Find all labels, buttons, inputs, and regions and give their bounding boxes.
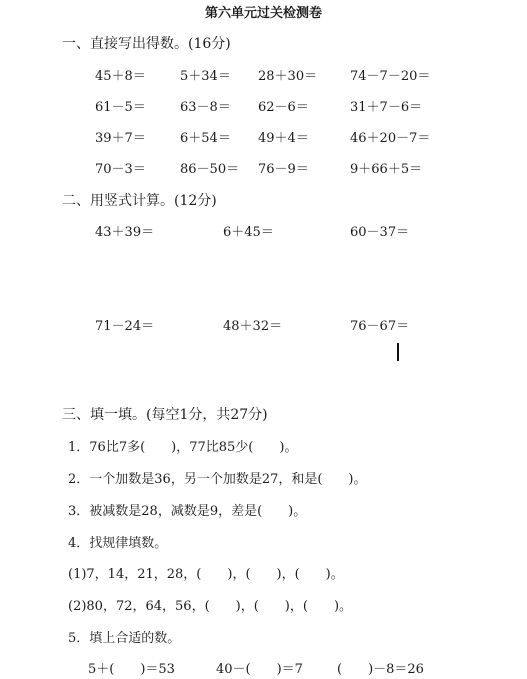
section2-heading: 二、用竖式计算。(12分) <box>62 193 217 209</box>
text-cursor <box>397 343 399 361</box>
s1-r4-c2: 86－50＝ <box>180 162 240 177</box>
s2-r2-c1: 71－24＝ <box>95 319 155 334</box>
question-5: 5．填上合适的数。 <box>68 631 181 646</box>
s1-r3-c1: 39＋7＝ <box>95 131 146 146</box>
s2-r1-c1: 43＋39＝ <box>95 225 155 240</box>
question-1: 1．76比7多( )，77比85少( )。 <box>68 440 298 455</box>
s1-r3-c3: 49＋4＝ <box>258 131 309 146</box>
s1-r3-c2: 6＋54＝ <box>180 131 231 146</box>
s1-r3-c4: 46＋20－7＝ <box>350 131 431 146</box>
s1-r1-c1: 45＋8＝ <box>95 69 146 84</box>
s2-r1-c2: 6＋45＝ <box>223 225 274 240</box>
section1-heading: 一、直接写出得数。(16分) <box>62 36 231 52</box>
s2-r2-c3: 76－67＝ <box>350 319 410 334</box>
question-4: 4．找规律填数。 <box>68 536 168 551</box>
s1-r2-c2: 63－8＝ <box>180 100 231 115</box>
s1-r4-c3: 76－9＝ <box>258 162 309 177</box>
s1-r4-c1: 70－3＝ <box>95 162 146 177</box>
q5-item-2: 40－( )＝7 <box>216 662 303 677</box>
s2-r1-c3: 60－37＝ <box>350 225 410 240</box>
s1-r2-c1: 61－5＝ <box>95 100 146 115</box>
s1-r1-c3: 28＋30＝ <box>258 69 318 84</box>
section3-heading: 三、填一填。(每空1分，共27分) <box>62 407 268 423</box>
s2-r2-c2: 48＋32＝ <box>223 319 283 334</box>
s1-r1-c2: 5＋34＝ <box>180 69 231 84</box>
page-title: 第六单元过关检测卷 <box>204 6 322 21</box>
question-3: 3．被减数是28，减数是9，差是( )。 <box>68 504 307 519</box>
question-4a: (1)7，14，21，28，( )，( )，( )。 <box>68 567 344 582</box>
s1-r4-c4: 9＋66＋5＝ <box>350 162 423 177</box>
q5-item-1: 5＋( )＝53 <box>88 662 175 677</box>
question-4b: (2)80，72，64，56，( )，( )，( )。 <box>68 599 353 614</box>
q5-item-3: ( )－8＝26 <box>337 662 424 677</box>
s1-r2-c4: 31＋7－6＝ <box>350 100 423 115</box>
s1-r1-c4: 74－7－20＝ <box>350 69 431 84</box>
question-2: 2．一个加数是36，另一个加数是27，和是( )。 <box>68 472 367 487</box>
s1-r2-c3: 62－6＝ <box>258 100 309 115</box>
